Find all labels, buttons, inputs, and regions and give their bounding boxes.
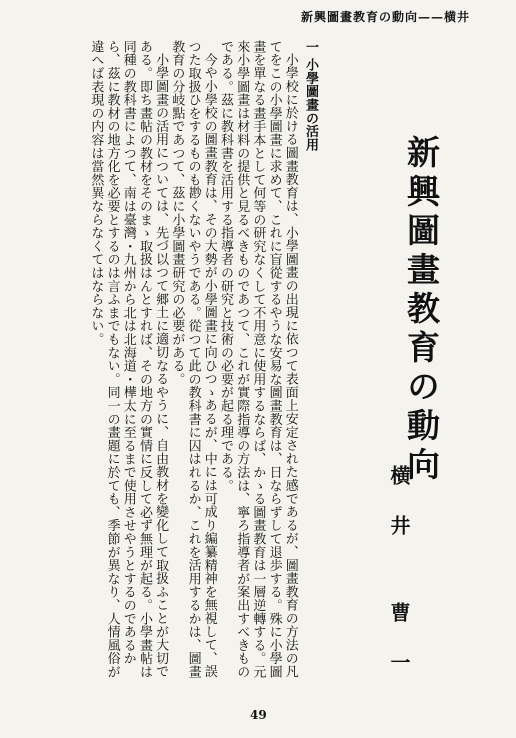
running-head: 新興圖畫教育の動向——横井 [300,10,470,24]
page-number: 49 [250,708,267,722]
paragraph: 小學校に於ける圖畫教育は、小學圖畫の出現に依つて表面上安定された感であるが、圖畫教育の方法の凡てをこの小學圖畫に求めて、これに盲從するやうな安易な圖畫教育は、日ならずして退歩する。殊に小學圖畫を單なる畫手本として何等の研究なくして不用意に使用するならば、かゝる圖畫教育は一層逆轉する。元來小學圖畫は材料の提供と見るべきものであつて、これが實際指導の方法は、寧ろ指導者が案出すべきものである。茲に教科書を活用する指導者の研究と技術の必要が起る理である。 [217,40,298,679]
article-body [28,40,328,690]
article-title: 新興圖畫教育の動向 [402,135,441,486]
section-heading: 一 小學圖畫の活用 [303,40,318,152]
paragraph: 小學圖畫の活用については、先づ以つて郷土に適切なるやうに、自由教材を變化して取扱ふことが大切である。即ち畫帖の教材をそのまゝ取扱はんとすれば、その地方の實情に反して必ず無理が起る。小學畫帖は同種の教科書によつて、南は臺灣・九州から北は北海道・樺太に至るまで使用させやうとするのであるから、茲に教材の地方化を必要とするのは言ふまでもない。同一の畫題に於ても、季節が異なり、人情風俗が違へば表現の内容は當然異ならなくてはならない。 [88,40,169,679]
author-name: 横井 曹一 [387,465,411,702]
paragraph: 今や小學校の圖畫教育は、その大勢が小學圖畫に向ひつゝあるが、中には可成り編纂精神を無視して、誤つた取扱ひをするものも尠くないやうである。從つて此の教科書に囚はれるか、これを活用するかは、圖畫教育の分岐點であつて、茲に小學圖畫研究の必要がある。 [169,40,217,679]
